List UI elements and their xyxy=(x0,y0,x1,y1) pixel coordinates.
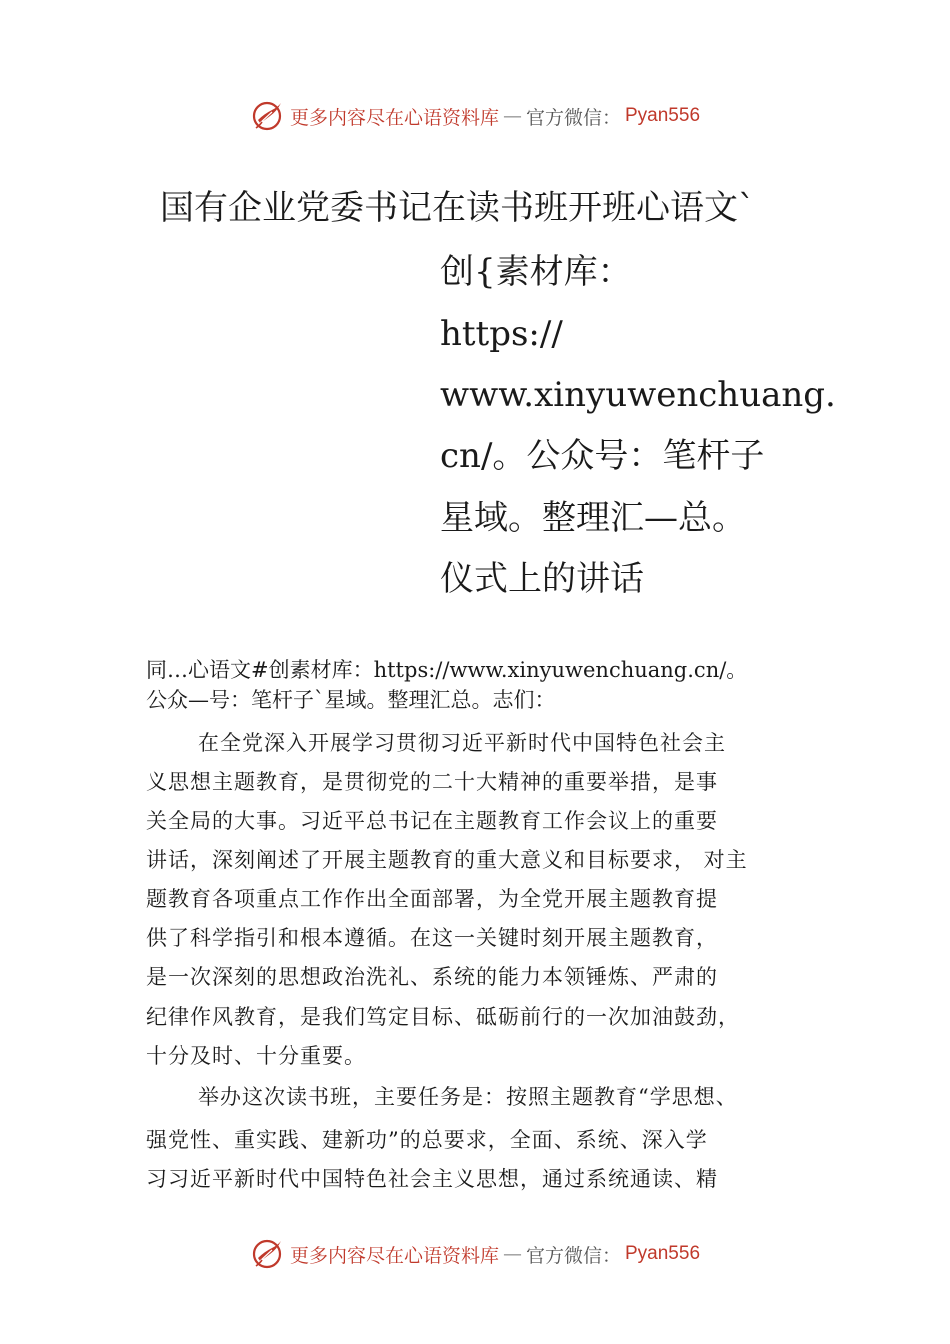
title-line: 创{素材库： xyxy=(440,252,632,292)
title-line: 仪式上的讲话 xyxy=(440,559,644,599)
quill-logo-icon xyxy=(250,1236,286,1272)
body-line: 讲话，深刻阐述了开展主题教育的重大意义和目标要求， 对主 xyxy=(146,848,748,872)
banner-wechat-label: 官方微信： xyxy=(525,1244,621,1267)
title-line: 星域。整理汇—总。 xyxy=(440,498,746,538)
banner-separator: — xyxy=(502,1243,522,1265)
quill-logo-icon xyxy=(250,98,286,134)
title-line: https:// xyxy=(440,314,563,354)
intro-line: 同…心语文#创素材库：https://www.xinyuwenchuang.cn/。 xyxy=(146,658,748,682)
banner-text: 更多内容尽在心语资料库 xyxy=(289,1244,499,1267)
title-line: www.xinyuwenchuang. xyxy=(440,375,836,415)
body-line: 举办这次读书班，主要任务是：按照主题教育“学思想、 xyxy=(198,1085,738,1109)
banner-wechat-id: Pyan556 xyxy=(625,1243,701,1264)
footer-banner xyxy=(0,1234,950,1274)
body-line: 供了科学指引和根本遵循。在这一关键时刻开展主题教育， xyxy=(146,926,718,950)
body-line: 是一次深刻的思想政治洗礼、系统的能力本领锤炼、严肃的 xyxy=(146,965,718,989)
banner-wechat-label: 官方微信： xyxy=(525,106,621,129)
banner-separator: — xyxy=(502,105,522,127)
body-line: 在全党深入开展学习贯彻习近平新时代中国特色社会主 xyxy=(198,731,726,755)
body-line: 纪律作风教育，是我们笃定目标、砥砺前行的一次加油鼓劲， xyxy=(146,1005,740,1029)
intro-line: 公众—号：笔杆子`星域。整理汇总。志们： xyxy=(146,688,556,712)
header-banner xyxy=(0,96,950,136)
body-line: 题教育各项重点工作作出全面部署，为全党开展主题教育提 xyxy=(146,887,718,911)
title-line: cn/。公众号：笔杆子 xyxy=(440,436,765,476)
title-line: 国有企业党委书记在读书班开班心语文` xyxy=(160,188,755,228)
body-line: 关全局的大事。习近平总书记在主题教育工作会议上的重要 xyxy=(146,809,718,833)
body-line: 习习近平新时代中国特色社会主义思想，通过系统通读、精 xyxy=(146,1167,718,1191)
body-line: 十分及时、十分重要。 xyxy=(146,1044,366,1068)
banner-wechat-id: Pyan556 xyxy=(625,105,701,126)
body-line: 强党性、重实践、建新功”的总要求，全面、系统、深入学 xyxy=(146,1128,708,1152)
banner-text: 更多内容尽在心语资料库 xyxy=(289,106,499,129)
body-line: 义思想主题教育，是贯彻党的二十大精神的重要举措，是事 xyxy=(146,770,718,794)
